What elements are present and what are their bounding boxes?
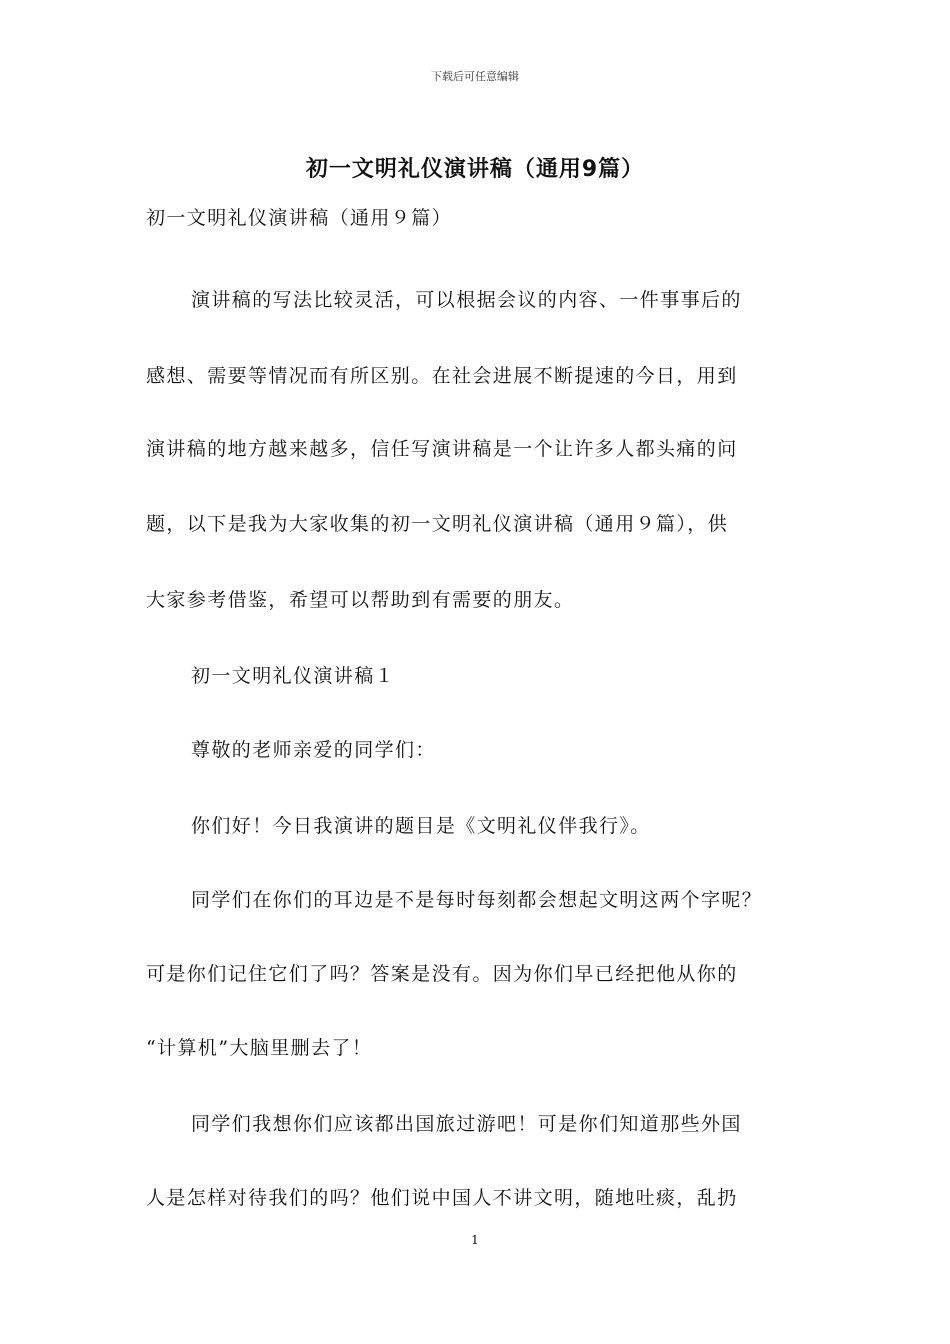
paragraph-line: 可是你们记住它们了吗？答案是没有。因为你们早已经把他从你的: [146, 963, 738, 985]
header-note: 下载后可任意编辑: [431, 70, 519, 83]
document-title: 初一文明礼仪演讲稿（通用9篇）: [305, 157, 645, 182]
paragraph-line: 人是怎样对待我们的吗？他们说中国人不讲文明，随地吐痰，乱扔: [146, 1187, 738, 1209]
section-heading: 初一文明礼仪演讲稿１: [191, 665, 396, 687]
salutation-line: 尊敬的老师亲爱的同学们：: [191, 739, 436, 761]
paragraph-line: 你们好！今日我演讲的题目是《文明礼仪伴我行》。: [191, 815, 651, 837]
paragraph-line: 演讲稿的写法比较灵活，可以根据会议的内容、一件事事后的: [191, 289, 742, 311]
page-number: 1: [471, 1233, 479, 1247]
paragraph-line: 感想、需要等情况而有所区别。在社会进展不断提速的今日，用到: [146, 365, 738, 387]
paragraph-line: 同学们我想你们应该都出国旅过游吧！可是你们知道那些外国: [191, 1113, 742, 1135]
paragraph-line: 初一文明礼仪演讲稿（通用９篇）: [146, 207, 453, 229]
paragraph-line: “计算机”大脑里删去了！: [146, 1037, 373, 1059]
paragraph-line: 大家参考借鉴，希望可以帮助到有需要的朋友。: [146, 589, 575, 611]
paragraph-line: 演讲稿的地方越来越多，信任写演讲稿是一个让许多人都头痛的问: [146, 438, 738, 460]
paragraph-line: 同学们在你们的耳边是不是每时每刻都会想起文明这两个字呢？: [191, 889, 763, 911]
paragraph-line: 题，以下是我为大家收集的初一文明礼仪演讲稿（通用９篇），供: [146, 513, 729, 535]
